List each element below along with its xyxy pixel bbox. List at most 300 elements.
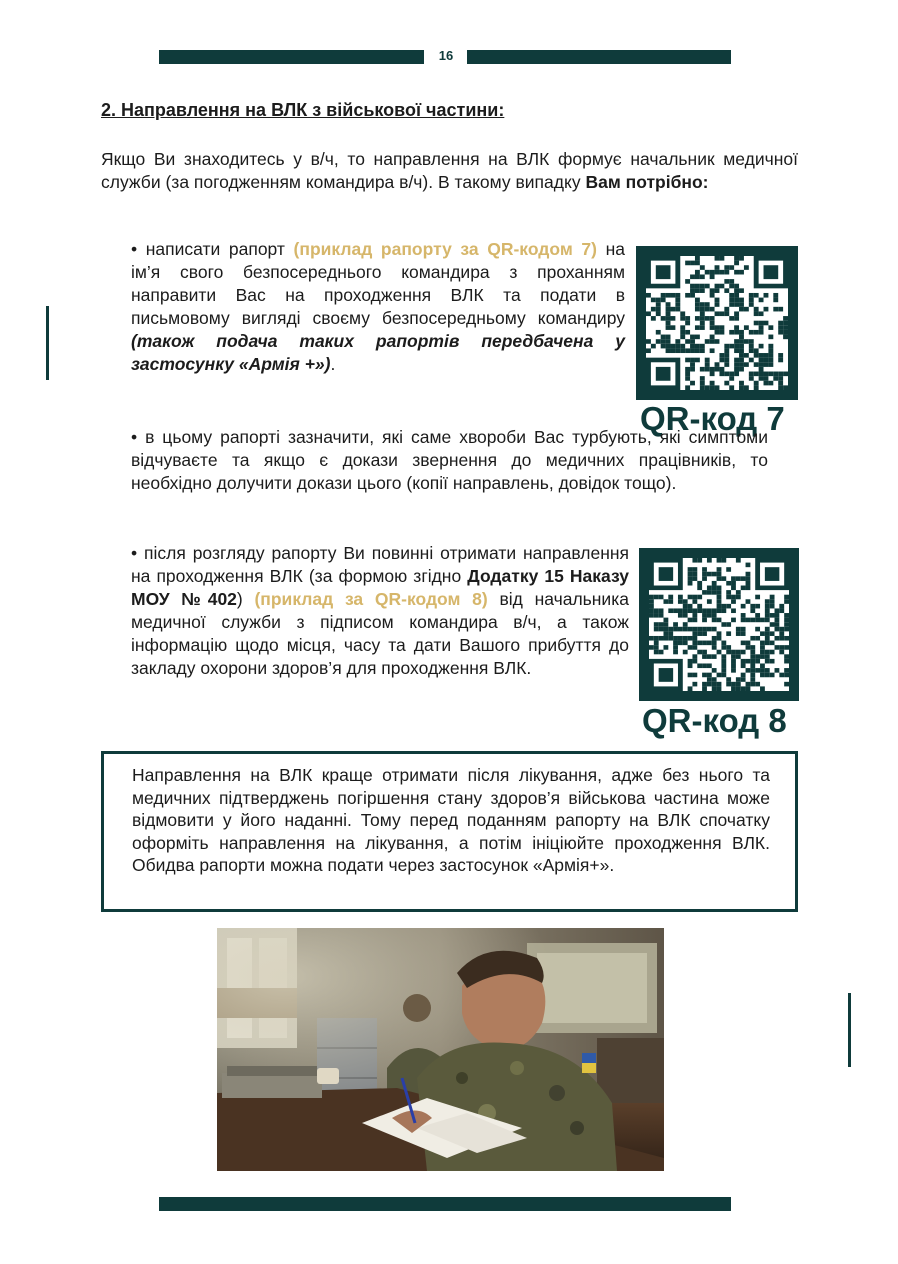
qr-module (697, 627, 702, 632)
qr-module (759, 298, 764, 303)
qr-module (697, 631, 702, 636)
qr-module (721, 654, 726, 659)
qr-module (778, 376, 783, 381)
bullet1-end: . (330, 354, 336, 374)
qr-module (666, 348, 671, 353)
qr-module (710, 293, 715, 298)
qr-module (683, 608, 688, 613)
qr-module (754, 353, 759, 358)
qr-module (688, 673, 693, 678)
qr-module (654, 645, 659, 650)
qr-module (750, 668, 755, 673)
qr-module (754, 307, 759, 312)
qr-module (666, 325, 671, 330)
qr-module (678, 613, 683, 618)
bullet-receive-referral (131, 542, 629, 680)
qr-module (719, 358, 724, 363)
qr-module (764, 307, 769, 312)
qr-module (731, 581, 736, 586)
qr-module (670, 348, 675, 353)
qr-module (759, 358, 764, 363)
qr-module (695, 325, 700, 330)
qr-module (764, 353, 769, 358)
qr-module (680, 330, 685, 335)
qr-module (724, 358, 729, 363)
qr-module (759, 362, 764, 367)
qr-module (741, 641, 746, 646)
qr-module (675, 302, 680, 307)
qr-module (746, 586, 751, 591)
qr-pattern-8 (649, 558, 789, 691)
qr-module (695, 270, 700, 275)
qr-module (750, 682, 755, 687)
qr-module (712, 627, 717, 632)
qr-module (715, 256, 720, 261)
qr-module (695, 358, 700, 363)
qr-module (678, 627, 683, 632)
qr-module (700, 274, 705, 279)
qr-module (770, 673, 775, 678)
qr-module (755, 636, 760, 641)
qr-module (731, 659, 736, 664)
qr-module (692, 641, 697, 646)
qr-module (663, 645, 668, 650)
qr-module (779, 608, 784, 613)
qr-module (734, 316, 739, 321)
qr-module (700, 376, 705, 381)
qr-module (697, 595, 702, 600)
qr-module (692, 595, 697, 600)
qr-module (692, 654, 697, 659)
qr-module (760, 663, 765, 668)
qr-module (746, 645, 751, 650)
qr-module (765, 599, 770, 604)
qr-module (765, 604, 770, 609)
qr-module (754, 348, 759, 353)
qr-module (778, 330, 783, 335)
qr-module (726, 677, 731, 682)
qr-module (759, 372, 764, 377)
qr-module (685, 321, 690, 326)
qr-module (695, 302, 700, 307)
qr-module (724, 348, 729, 353)
qr-module (721, 673, 726, 678)
qr-module (707, 663, 712, 668)
qr-module (768, 353, 773, 358)
qr-module (760, 686, 765, 691)
qr-module (778, 325, 783, 330)
qr-module (717, 636, 722, 641)
qr-module (729, 284, 734, 289)
qr-module (739, 344, 744, 349)
qr-module (729, 372, 734, 377)
qr-module (702, 567, 707, 572)
qr-module (770, 599, 775, 604)
qr-module (702, 631, 707, 636)
qr-module (731, 618, 736, 623)
qr-module (750, 659, 755, 664)
qr-module (760, 668, 765, 673)
qr-module (731, 576, 736, 581)
qr-module (707, 558, 712, 563)
qr-module (721, 604, 726, 609)
qr-module (710, 325, 715, 330)
qr-module (726, 645, 731, 650)
qr-module (695, 261, 700, 266)
qr-module (659, 622, 664, 627)
qr-module (744, 307, 749, 312)
qr-module (680, 348, 685, 353)
bullet2-text: • в цьому рапорті зазначити, які саме хвороби Вас турбують, які симптоми відчуваєте та якщо є докази звернення до медичних працівників, то необхідно долучити докази цього (копії направлень, довідок тощо). (131, 427, 768, 493)
qr-module (702, 576, 707, 581)
qr-module (726, 567, 731, 572)
qr-module (746, 576, 751, 581)
qr-module (741, 650, 746, 655)
qr-module (700, 321, 705, 326)
qr-module (702, 590, 707, 595)
qr-module (784, 613, 789, 618)
qr-module (746, 581, 751, 586)
qr-module (715, 325, 720, 330)
qr-module (656, 330, 661, 335)
qr-module (707, 613, 712, 618)
qr-module (741, 663, 746, 668)
qr-module (680, 335, 685, 340)
qr-module (680, 316, 685, 321)
qr-module (705, 302, 710, 307)
qr-module (710, 381, 715, 386)
qr-module (765, 631, 770, 636)
qr-module (719, 372, 724, 377)
qr-module (750, 650, 755, 655)
qr-module (739, 362, 744, 367)
qr-module (731, 663, 736, 668)
qr-module (666, 307, 671, 312)
qr-module (744, 362, 749, 367)
qr-module (750, 636, 755, 641)
qr-module (749, 330, 754, 335)
qr-module (649, 645, 654, 650)
qr-module (707, 641, 712, 646)
qr-module (750, 654, 755, 659)
qr-module (697, 586, 702, 591)
qr-module (736, 576, 741, 581)
qr-code-7[interactable] (636, 246, 798, 400)
qr-module (685, 330, 690, 335)
qr-module (784, 668, 789, 673)
qr8-reference: (приклад за QR-кодом 8) (254, 589, 488, 609)
qr-module (754, 321, 759, 326)
qr-module (690, 335, 695, 340)
qr-module (712, 636, 717, 641)
qr-module (692, 645, 697, 650)
qr-module (646, 293, 651, 298)
qr-module (734, 344, 739, 349)
qr-module (692, 567, 697, 572)
qr-module (654, 650, 659, 655)
qr-module (666, 321, 671, 326)
qr-module (739, 353, 744, 358)
qr-module (726, 650, 731, 655)
qr-module (690, 381, 695, 386)
qr-module (749, 358, 754, 363)
qr-module (680, 325, 685, 330)
qr-module (712, 677, 717, 682)
qr-module (688, 686, 693, 691)
qr-module (721, 663, 726, 668)
qr-module (784, 599, 789, 604)
qr-module (759, 376, 764, 381)
qr-module (673, 608, 678, 613)
qr-module (656, 311, 661, 316)
qr-module (779, 645, 784, 650)
qr-module (729, 293, 734, 298)
qr-module (695, 316, 700, 321)
qr-module (688, 645, 693, 650)
qr-module (750, 673, 755, 678)
qr-module (673, 622, 678, 627)
qr-module (659, 595, 664, 600)
qr-module (690, 293, 695, 298)
qr-module (739, 298, 744, 303)
qr-module (770, 604, 775, 609)
qr-module (770, 613, 775, 618)
qr-module (744, 353, 749, 358)
qr-module (773, 372, 778, 377)
qr-module (739, 358, 744, 363)
soldier-writing-photo (217, 928, 664, 1171)
qr-pattern-7 (646, 256, 788, 390)
qr-module (765, 654, 770, 659)
qr-module (685, 339, 690, 344)
qr-module (717, 673, 722, 678)
qr-code-8[interactable] (639, 548, 799, 701)
qr-module (700, 265, 705, 270)
qr-module (692, 631, 697, 636)
qr-module (678, 599, 683, 604)
qr-module (739, 367, 744, 372)
qr-module (764, 293, 769, 298)
qr-module (760, 673, 765, 678)
qr-module (683, 627, 688, 632)
qr-module (779, 673, 784, 678)
qr-module (688, 627, 693, 632)
qr-module (700, 288, 705, 293)
qr-module (744, 339, 749, 344)
qr-finder (765, 567, 779, 581)
qr-module (673, 650, 678, 655)
qr-module (734, 270, 739, 275)
qr-module (710, 316, 715, 321)
qr-module (754, 381, 759, 386)
qr-module (675, 293, 680, 298)
qr-module (707, 586, 712, 591)
page-number: 16 (438, 48, 454, 63)
qr-module (705, 385, 710, 390)
qr-module (670, 344, 675, 349)
qr-module (702, 572, 707, 577)
qr-module (646, 348, 651, 353)
qr-module (707, 673, 712, 678)
qr-module (710, 288, 715, 293)
qr-module (659, 608, 664, 613)
qr-module (685, 348, 690, 353)
qr-module (695, 284, 700, 289)
qr-module (754, 362, 759, 367)
qr-module (707, 654, 712, 659)
qr-module (651, 298, 656, 303)
qr-module (675, 348, 680, 353)
qr-module (700, 316, 705, 321)
qr-module (731, 654, 736, 659)
qr-module (768, 358, 773, 363)
qr-module (666, 302, 671, 307)
qr-module (741, 677, 746, 682)
qr-module (784, 636, 789, 641)
qr-module (739, 256, 744, 261)
qr-module (736, 650, 741, 655)
qr-module (712, 572, 717, 577)
qr-module (744, 265, 749, 270)
qr-module (683, 641, 688, 646)
qr-module (739, 385, 744, 390)
qr-module (721, 608, 726, 613)
qr-module (707, 682, 712, 687)
qr-module (685, 385, 690, 390)
qr-module (690, 362, 695, 367)
qr-module (759, 311, 764, 316)
qr-module (754, 311, 759, 316)
qr-module (688, 604, 693, 609)
qr-module (764, 321, 769, 326)
qr-module (715, 367, 720, 372)
qr-module (705, 358, 710, 363)
qr-module (683, 599, 688, 604)
qr-module (670, 307, 675, 312)
qr-module (692, 659, 697, 664)
qr-module (712, 581, 717, 586)
qr-module (663, 627, 668, 632)
qr-module (702, 627, 707, 632)
qr-module (651, 307, 656, 312)
footer-bar (159, 1197, 731, 1211)
qr-module (778, 372, 783, 377)
qr-module (705, 307, 710, 312)
qr-module (673, 645, 678, 650)
qr-module (702, 641, 707, 646)
qr-module (661, 298, 666, 303)
qr-module (688, 595, 693, 600)
qr-module (746, 682, 751, 687)
qr-module (690, 261, 695, 266)
qr-module (734, 330, 739, 335)
qr-label-7: QR-код 7 (640, 400, 785, 437)
qr-module (739, 330, 744, 335)
qr-module (700, 307, 705, 312)
qr-module (749, 298, 754, 303)
qr-module (736, 682, 741, 687)
qr-module (659, 613, 664, 618)
qr-module (773, 307, 778, 312)
qr-module (712, 590, 717, 595)
qr-module (765, 636, 770, 641)
qr-module (741, 604, 746, 609)
qr-module (659, 650, 664, 655)
qr-module (734, 339, 739, 344)
header-bar-right (467, 50, 731, 64)
section-heading: 2. Направлення на ВЛК з військової частини: (101, 100, 505, 120)
qr-module (719, 353, 724, 358)
qr-module (724, 279, 729, 284)
qr-module (712, 586, 717, 591)
qr-module (707, 572, 712, 577)
qr-module (768, 348, 773, 353)
qr-module (712, 654, 717, 659)
qr-module (775, 608, 780, 613)
qr-module (721, 622, 726, 627)
qr-module (744, 385, 749, 390)
qr-module (768, 372, 773, 377)
qr-module (717, 631, 722, 636)
qr-module (750, 663, 755, 668)
qr-module (779, 627, 784, 632)
qr-module (715, 311, 720, 316)
qr-module (764, 376, 769, 381)
qr-module (755, 595, 760, 600)
qr-module (705, 284, 710, 289)
qr-module (688, 576, 693, 581)
qr-module (734, 362, 739, 367)
qr-module (770, 595, 775, 600)
qr-module (683, 613, 688, 618)
qr-module (663, 599, 668, 604)
qr-module (692, 608, 697, 613)
qr-module (784, 595, 789, 600)
qr-module (783, 372, 788, 377)
qr-module (692, 613, 697, 618)
qr-module (654, 641, 659, 646)
qr-module (724, 311, 729, 316)
qr-module (710, 367, 715, 372)
qr-module (783, 316, 788, 321)
qr-module (741, 659, 746, 664)
qr-module (784, 622, 789, 627)
qr-module (678, 641, 683, 646)
qr-module (764, 372, 769, 377)
qr-module (695, 274, 700, 279)
qr-module (734, 358, 739, 363)
bullet3-bold: Додатку 15 Наказу МОУ №402 (131, 566, 629, 609)
qr-module (783, 385, 788, 390)
qr-module (755, 659, 760, 664)
qr-module (749, 339, 754, 344)
qr-module (736, 558, 741, 563)
qr-module (764, 362, 769, 367)
qr-module (680, 311, 685, 316)
qr-module (692, 682, 697, 687)
qr-module (661, 316, 666, 321)
qr-module (731, 586, 736, 591)
qr-module (707, 627, 712, 632)
qr-module (717, 558, 722, 563)
qr-module (726, 622, 731, 627)
qr-module (734, 293, 739, 298)
qr-module (651, 344, 656, 349)
qr-module (726, 581, 731, 586)
qr-module (649, 604, 654, 609)
qr-module (719, 256, 724, 261)
qr-module (670, 293, 675, 298)
